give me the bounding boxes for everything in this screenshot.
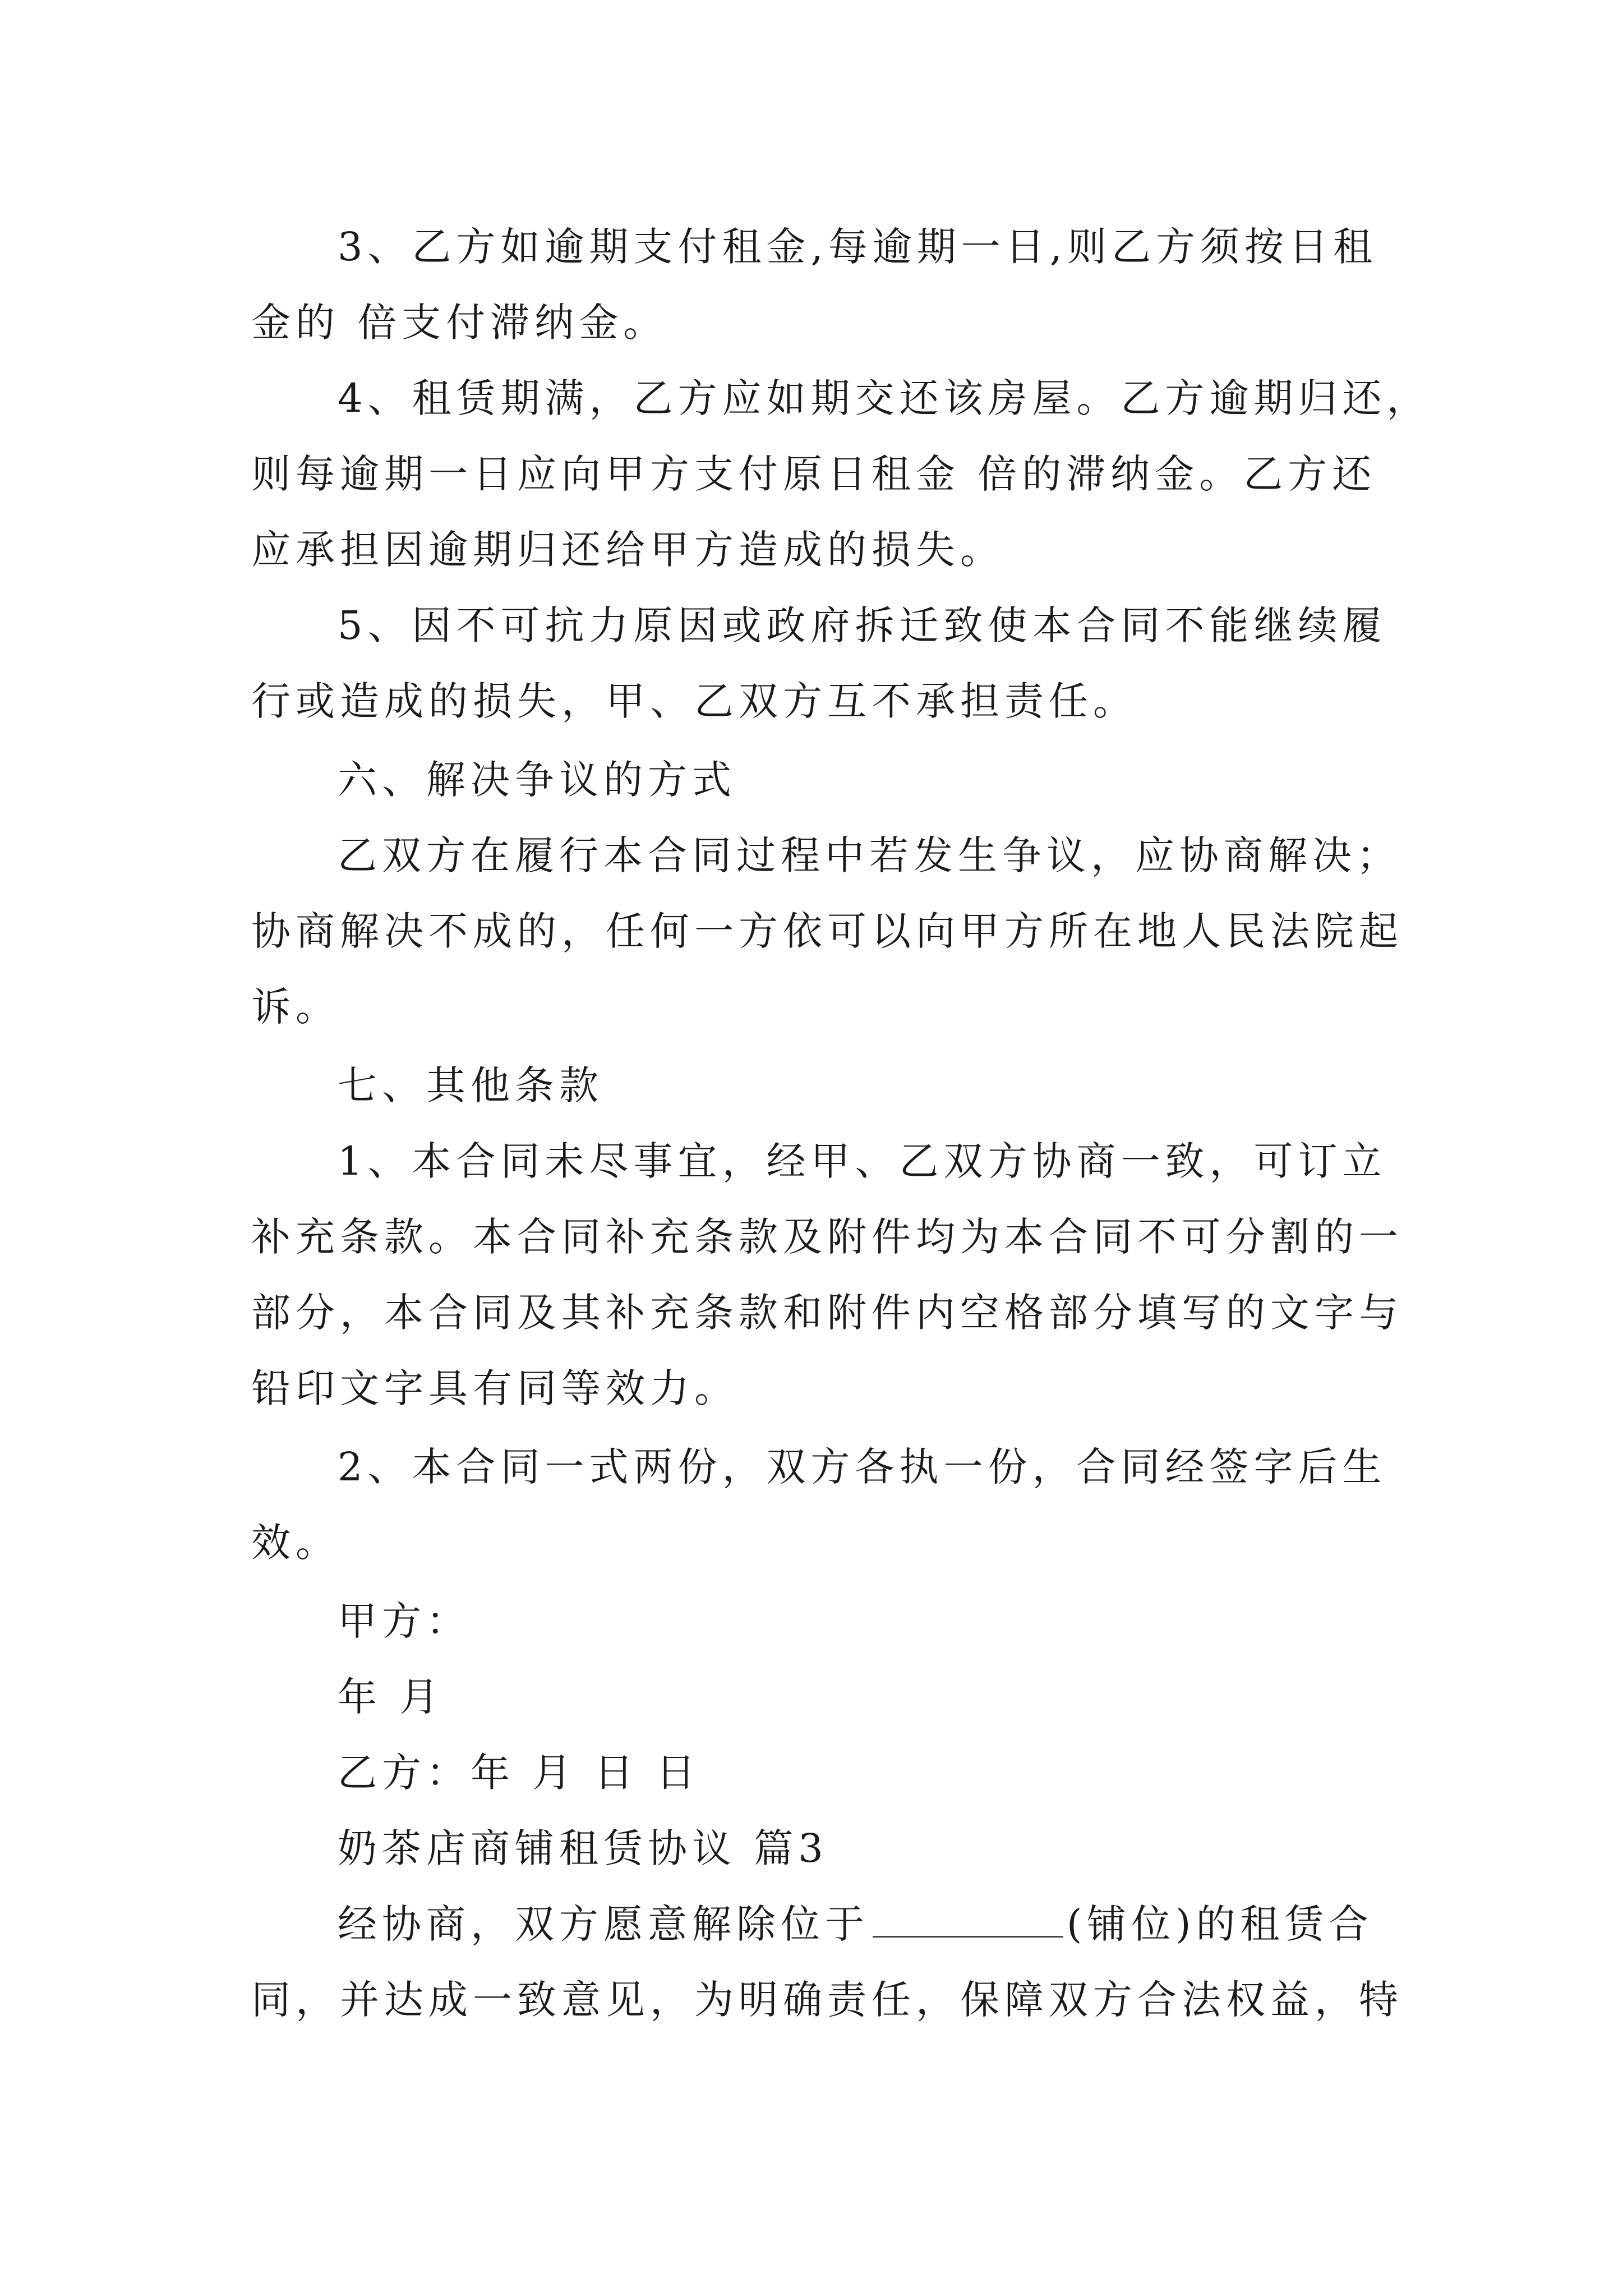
paragraph-line: 3、乙方如逾期支付租金,每逾期一日,则乙方须按日租 — [338, 224, 1378, 270]
paragraph-text: 经协商，双方愿意解除位于 — [338, 1901, 869, 1947]
paragraph-line: 4、租赁期满，乙方应如期交还该房屋。乙方逾期归还， — [338, 375, 1431, 421]
paragraph-line: 应承担因逾期归还给甲方造成的损失。 — [251, 527, 1004, 573]
paragraph-line: 1、本合同未尽事宜，经甲、乙双方协商一致，可订立 — [338, 1138, 1387, 1184]
section-heading: 七、其他条款 — [338, 1062, 603, 1108]
paragraph-line: 诉。 — [251, 984, 340, 1030]
paragraph-line: 同，并达成一致意见，为明确责任，保障双方合法权益，特 — [251, 1977, 1403, 2023]
paragraph-line: 协商解决不成的，任何一方依可以向甲方所在地人民法院起 — [251, 908, 1403, 954]
signature-party-b: 乙方：年 月 日 日 — [338, 1750, 700, 1796]
section-heading: 六、解决争议的方式 — [338, 757, 736, 803]
paragraph-line: 效。 — [251, 1520, 340, 1566]
paragraph-line: 2、本合同一式两份，双方各执一份，合同经签字后生 — [338, 1444, 1387, 1490]
signature-party-a: 甲方： — [338, 1598, 471, 1644]
paragraph-line: 5、因不可抗力原因或政府拆迁致使本合同不能继续履 — [338, 602, 1387, 648]
document-title: 奶茶店商铺租赁协议 篇3 — [338, 1825, 828, 1871]
paragraph-line: 铅印文字具有同等效力。 — [251, 1365, 739, 1411]
signature-date: 年 月 — [338, 1674, 444, 1720]
paragraph-line: 乙双方在履行本合同过程中若发生争议，应协商解决； — [338, 832, 1401, 878]
paragraph-line-with-blank — [338, 1899, 1373, 1949]
paragraph-line: 金的 倍支付滞纳金。 — [251, 300, 668, 346]
paragraph-text: (铺位)的租赁合 — [1067, 1901, 1373, 1947]
paragraph-line: 部分，本合同及其补充条款和附件内空格部分填写的文字与 — [251, 1290, 1403, 1336]
paragraph-line: 行或造成的损失，甲、乙双方互不承担责任。 — [251, 678, 1137, 724]
paragraph-line: 则每逾期一日应向甲方支付原日租金 倍的滞纳金。乙方还 — [251, 451, 1377, 497]
fill-in-blank — [873, 1902, 1063, 1938]
paragraph-line: 补充条款。本合同补充条款及附件均为本合同不可分割的一 — [251, 1214, 1403, 1260]
